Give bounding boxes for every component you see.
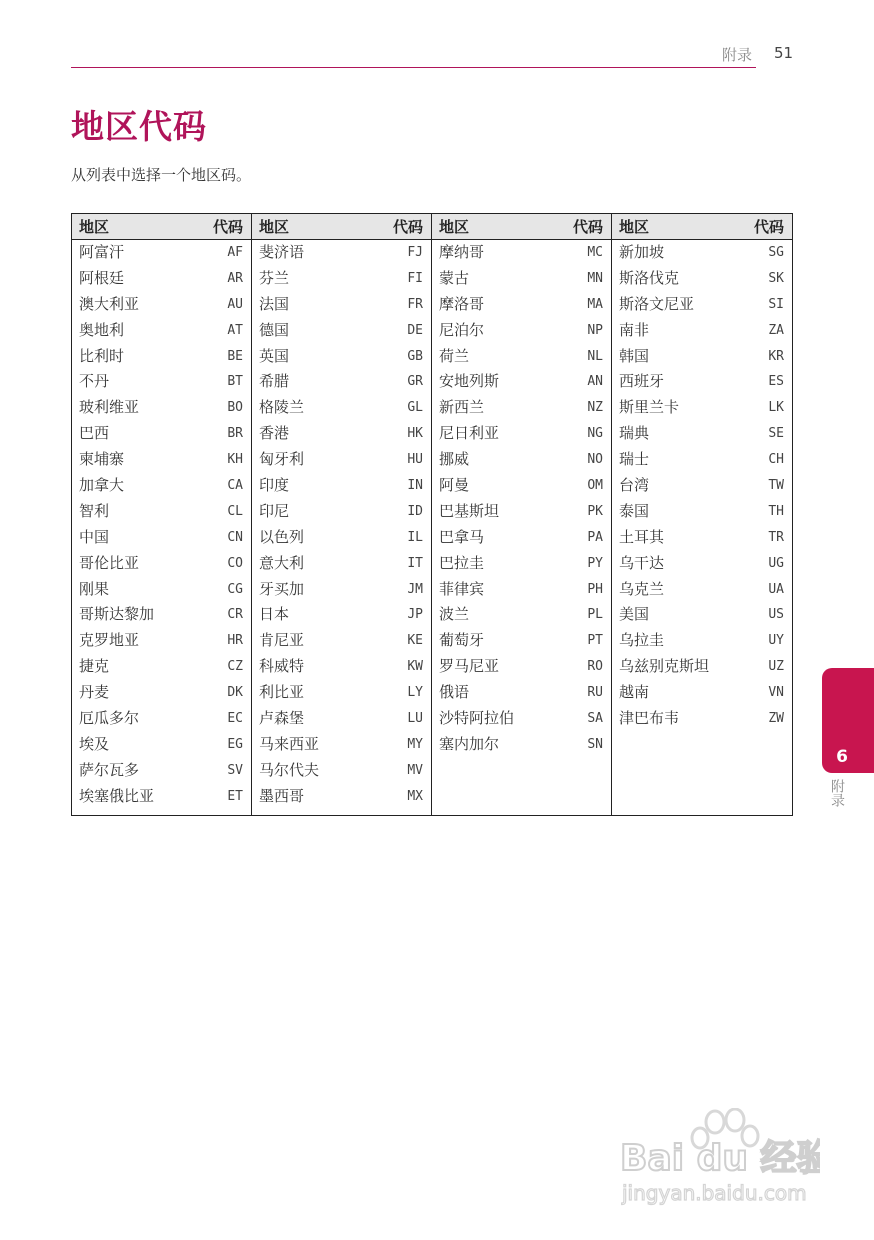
table-row	[252, 551, 431, 577]
region-name: 摩纳哥	[439, 243, 485, 261]
region-name: 印尼	[259, 501, 290, 520]
paw-icon	[620, 1108, 820, 1208]
table-row	[252, 369, 431, 395]
table-row	[72, 447, 251, 473]
region-name: 科威特	[259, 657, 305, 676]
table-column	[432, 240, 612, 816]
column-list	[432, 240, 611, 763]
table-row	[432, 473, 611, 499]
region-code: ZA	[768, 322, 784, 338]
region-name: 蒙古	[439, 268, 470, 287]
table-row	[252, 421, 431, 447]
table-row	[72, 292, 251, 318]
table-row	[612, 654, 792, 680]
table-row	[432, 292, 611, 318]
region-code: AU	[227, 296, 243, 312]
region-code: NO	[587, 452, 603, 468]
region-code: AF	[227, 245, 243, 260]
table-row	[252, 784, 431, 810]
region-name: 塞内加尔	[439, 734, 500, 753]
table-row	[252, 602, 431, 628]
region-name: 牙买加	[259, 579, 305, 598]
region-name: 哥斯达黎加	[79, 605, 155, 624]
region-code: KW	[407, 659, 423, 675]
table-body-row	[72, 240, 793, 816]
region-code: CZ	[227, 659, 243, 675]
region-code: UZ	[768, 659, 784, 675]
region-code: SE	[768, 426, 784, 442]
region-code: FR	[407, 296, 423, 312]
region-code: CL	[227, 503, 243, 519]
region-name: 美国	[619, 605, 650, 624]
region-name: 阿富汗	[79, 243, 125, 261]
table-row	[252, 732, 431, 758]
region-code: CN	[227, 529, 243, 545]
region-name: 利比亚	[259, 683, 305, 702]
table-row	[612, 628, 792, 654]
region-code: NZ	[587, 400, 603, 416]
region-name: 瑞士	[619, 450, 650, 469]
region-code: MX	[407, 788, 423, 804]
code-header: 代码	[753, 218, 784, 236]
region-name: 柬埔寨	[79, 450, 125, 469]
region-name: 意大利	[259, 553, 305, 572]
region-name: 巴拉圭	[439, 553, 485, 572]
table-column	[252, 240, 432, 816]
region-code: UA	[768, 581, 784, 597]
region-code: TW	[768, 478, 784, 494]
table-row	[252, 292, 431, 318]
table-row	[72, 602, 251, 628]
region-name: 罗马尼亚	[439, 657, 500, 676]
region-name: 马尔代夫	[259, 760, 320, 779]
table-row	[612, 369, 792, 395]
region-code: LY	[407, 685, 423, 701]
region-name: 斯洛伐克	[619, 268, 680, 287]
region-name: 希腊	[259, 372, 290, 391]
code-header: 代码	[212, 218, 243, 236]
region-name: 智利	[79, 501, 110, 520]
region-code: CG	[227, 581, 243, 597]
table-row	[72, 784, 251, 810]
region-name: 泰国	[619, 501, 650, 520]
region-code: BR	[227, 426, 243, 442]
table-row	[432, 447, 611, 473]
region-code: CR	[227, 607, 243, 623]
table-row	[72, 266, 251, 292]
region-name: 英国	[259, 346, 290, 365]
region-name: 葡萄牙	[439, 631, 485, 650]
region-name: 香港	[259, 424, 290, 443]
header-section-label: 附录	[722, 46, 753, 64]
region-code: NL	[587, 348, 603, 364]
region-code: PL	[587, 607, 603, 623]
region-name: 卢森堡	[259, 709, 305, 728]
region-code: UY	[768, 633, 784, 649]
area-header: 地区	[79, 218, 110, 236]
region-name: 巴拿马	[439, 527, 485, 546]
region-code: SV	[227, 762, 243, 778]
region-name: 墨西哥	[259, 786, 305, 805]
region-code: KR	[768, 348, 784, 364]
region-name: 德国	[259, 320, 290, 339]
table-row	[432, 421, 611, 447]
region-code: GL	[407, 400, 423, 416]
region-code: GB	[407, 348, 423, 364]
area-header: 地区	[439, 218, 470, 236]
region-name: 挪威	[439, 450, 470, 469]
table-row	[72, 551, 251, 577]
chapter-number: 6	[836, 747, 848, 767]
region-name: 法国	[259, 294, 290, 313]
region-code: AR	[227, 270, 243, 286]
region-code: IT	[407, 555, 423, 571]
region-code: PK	[587, 503, 603, 519]
table-row	[612, 421, 792, 447]
region-name: 不丹	[79, 372, 110, 391]
region-code: NP	[587, 322, 603, 338]
region-code: AT	[227, 322, 243, 338]
region-name: 捷克	[79, 657, 110, 676]
table-row	[612, 499, 792, 525]
table-row	[432, 577, 611, 603]
table-header-row	[72, 214, 793, 240]
region-name: 安地列斯	[439, 372, 500, 391]
watermark-brand: Bai du 经验	[620, 1138, 820, 1179]
table-row	[72, 706, 251, 732]
region-name: 阿根廷	[79, 268, 125, 287]
watermark	[620, 1108, 820, 1208]
region-code: BO	[227, 400, 243, 416]
table-row	[612, 318, 792, 344]
region-name: 格陵兰	[259, 398, 305, 417]
table-column	[612, 240, 793, 816]
region-code: FI	[407, 270, 423, 286]
region-code: HR	[227, 633, 243, 649]
table-row	[72, 577, 251, 603]
table-row	[612, 602, 792, 628]
region-name: 津巴布韦	[619, 709, 680, 728]
region-code: RU	[587, 685, 603, 701]
table-row	[612, 447, 792, 473]
region-code: BT	[227, 374, 243, 390]
region-code: MY	[407, 736, 423, 752]
table-row	[72, 499, 251, 525]
table-row	[252, 447, 431, 473]
table-row	[432, 395, 611, 421]
region-code: KE	[407, 633, 423, 649]
table-row	[72, 525, 251, 551]
region-name: 印度	[259, 476, 290, 495]
table-row	[612, 577, 792, 603]
region-name: 荷兰	[439, 346, 470, 365]
table-row	[432, 628, 611, 654]
table-row	[252, 758, 431, 784]
region-name: 斯洛文尼亚	[619, 294, 695, 313]
table-row	[252, 344, 431, 370]
table-row	[72, 473, 251, 499]
table-row	[72, 318, 251, 344]
region-name: 加拿大	[79, 476, 125, 495]
region-code: SN	[587, 736, 603, 752]
region-name: 瑞典	[619, 424, 650, 443]
table-row	[72, 421, 251, 447]
table-row	[72, 654, 251, 680]
region-name: 俄语	[439, 683, 470, 702]
region-code: ET	[227, 788, 243, 804]
region-code: VN	[768, 685, 784, 701]
table-row	[432, 344, 611, 370]
chapter-label: 附录	[829, 779, 845, 807]
area-header: 地区	[619, 218, 650, 236]
region-name: 克罗地亚	[79, 631, 140, 650]
column-list	[252, 240, 431, 815]
table-row	[72, 732, 251, 758]
region-code: SK	[768, 270, 784, 286]
table-row	[252, 680, 431, 706]
region-code: CO	[227, 555, 243, 571]
column-list	[72, 240, 251, 815]
table-row	[612, 680, 792, 706]
table-row	[432, 551, 611, 577]
region-name: 芬兰	[259, 268, 290, 287]
region-name: 丹麦	[79, 683, 110, 702]
table-row	[432, 602, 611, 628]
table-row	[252, 240, 431, 266]
region-name: 斯里兰卡	[619, 398, 680, 417]
region-name: 巴基斯坦	[439, 501, 500, 520]
region-code: AN	[587, 374, 603, 390]
region-code: BE	[227, 348, 243, 364]
header-divider	[71, 67, 756, 68]
region-code: MC	[587, 245, 603, 260]
table-column	[72, 240, 252, 816]
region-code: EG	[227, 736, 243, 752]
table-row	[432, 525, 611, 551]
region-code: RO	[587, 659, 603, 675]
region-name: 萨尔瓦多	[79, 760, 140, 779]
region-name: 西班牙	[619, 372, 665, 391]
region-code: OM	[587, 478, 603, 494]
region-code: LU	[407, 711, 423, 727]
region-name: 土耳其	[619, 527, 665, 546]
intro-text: 从列表中选择一个地区码。	[71, 166, 252, 184]
table-row	[612, 344, 792, 370]
region-code: DK	[227, 685, 243, 701]
region-name: 马来西亚	[259, 734, 320, 753]
table-row	[252, 525, 431, 551]
column-header	[432, 214, 612, 240]
region-name: 南非	[619, 320, 650, 339]
region-code: NG	[587, 426, 603, 442]
table-row	[432, 318, 611, 344]
region-code: LK	[768, 400, 784, 416]
region-code: HU	[407, 452, 423, 468]
region-code: EC	[227, 711, 243, 727]
column-header	[252, 214, 432, 240]
table-row	[432, 654, 611, 680]
table-row	[252, 628, 431, 654]
region-code: MV	[407, 762, 423, 778]
region-code: JP	[407, 607, 423, 623]
table-row	[432, 706, 611, 732]
table-row	[72, 240, 251, 266]
table-row	[432, 680, 611, 706]
table-row	[432, 732, 611, 758]
table-row	[252, 266, 431, 292]
region-name: 台湾	[619, 476, 650, 495]
table-row	[432, 266, 611, 292]
region-code: US	[768, 607, 784, 623]
region-code: HK	[407, 426, 423, 442]
region-code: MN	[587, 270, 603, 286]
region-code: SI	[768, 296, 784, 312]
region-code: UG	[768, 555, 784, 571]
region-name: 摩洛哥	[439, 294, 485, 313]
page-number: 51	[774, 44, 794, 62]
watermark-url: jingyan.baidu.com	[622, 1181, 807, 1205]
region-name: 韩国	[619, 346, 650, 365]
region-code: GR	[407, 374, 423, 390]
region-name: 刚果	[79, 579, 110, 598]
region-name: 奥地利	[79, 320, 125, 339]
area-header: 地区	[259, 218, 290, 236]
column-list	[612, 240, 792, 737]
table-row	[612, 266, 792, 292]
table-row	[432, 499, 611, 525]
region-code: PH	[587, 581, 603, 597]
region-code: MA	[587, 296, 603, 312]
region-name: 沙特阿拉伯	[439, 709, 515, 728]
column-header	[72, 214, 252, 240]
table-row	[252, 318, 431, 344]
region-code: ES	[768, 374, 784, 390]
region-code: ID	[407, 503, 423, 519]
region-name: 新加坡	[619, 243, 665, 261]
region-code: ZW	[768, 711, 784, 727]
table-row	[612, 240, 792, 266]
region-name: 以色列	[259, 527, 305, 546]
region-code: IN	[407, 478, 423, 494]
table-row	[72, 758, 251, 784]
table-row	[252, 706, 431, 732]
table-row	[612, 525, 792, 551]
region-name: 尼泊尔	[439, 320, 485, 339]
region-name: 澳大利亚	[79, 294, 140, 313]
region-name: 尼日利亚	[439, 424, 500, 443]
region-code: FJ	[407, 245, 423, 260]
region-name: 越南	[619, 683, 650, 702]
table-row	[612, 292, 792, 318]
region-name: 中国	[79, 527, 110, 546]
table-row	[612, 551, 792, 577]
region-name: 日本	[259, 605, 290, 624]
region-name: 肯尼亚	[259, 631, 305, 650]
table-row	[432, 369, 611, 395]
table-row	[252, 499, 431, 525]
region-name: 埃及	[79, 734, 110, 753]
region-code: TR	[768, 529, 784, 545]
region-name: 埃塞俄比亚	[79, 786, 155, 805]
region-name: 乌干达	[619, 553, 665, 572]
region-name: 乌拉圭	[619, 631, 665, 650]
table-row	[612, 706, 792, 732]
table-row	[72, 344, 251, 370]
table-row	[72, 369, 251, 395]
table-row	[252, 473, 431, 499]
region-code: TH	[768, 503, 784, 519]
region-code: CA	[227, 478, 243, 494]
region-code: SA	[587, 711, 603, 727]
region-name: 厄瓜多尔	[79, 709, 140, 728]
region-code: SG	[768, 245, 784, 260]
table-row	[72, 628, 251, 654]
table-row	[612, 395, 792, 421]
page-title: 地区代码	[71, 107, 207, 146]
region-code: JM	[407, 581, 423, 597]
table-row	[252, 395, 431, 421]
region-name: 阿曼	[439, 476, 470, 495]
region-name: 乌兹别克斯坦	[619, 657, 710, 676]
region-name: 玻利维亚	[79, 398, 140, 417]
column-header	[612, 214, 793, 240]
table-row	[612, 473, 792, 499]
region-name: 巴西	[79, 424, 110, 443]
region-code-table	[71, 213, 793, 816]
chapter-tab[interactable]	[822, 668, 874, 773]
region-name: 乌克兰	[619, 579, 665, 598]
table-row	[252, 654, 431, 680]
region-code: PY	[587, 555, 603, 571]
region-code: KH	[227, 452, 243, 468]
region-code: CH	[768, 452, 784, 468]
table-row	[252, 577, 431, 603]
region-code: PT	[587, 633, 603, 649]
region-name: 比利时	[79, 346, 125, 365]
code-header: 代码	[392, 218, 423, 236]
region-name: 哥伦比亚	[79, 553, 140, 572]
table-row	[72, 680, 251, 706]
region-code: PA	[587, 529, 603, 545]
table-row	[432, 240, 611, 266]
region-name: 匈牙利	[259, 450, 305, 469]
code-header: 代码	[572, 218, 603, 236]
table-row	[72, 395, 251, 421]
region-code: IL	[407, 529, 423, 545]
region-name: 菲律宾	[439, 579, 485, 598]
region-name: 斐济语	[259, 243, 305, 261]
region-name: 新西兰	[439, 398, 485, 417]
region-name: 波兰	[439, 605, 470, 624]
region-code: DE	[407, 322, 423, 338]
